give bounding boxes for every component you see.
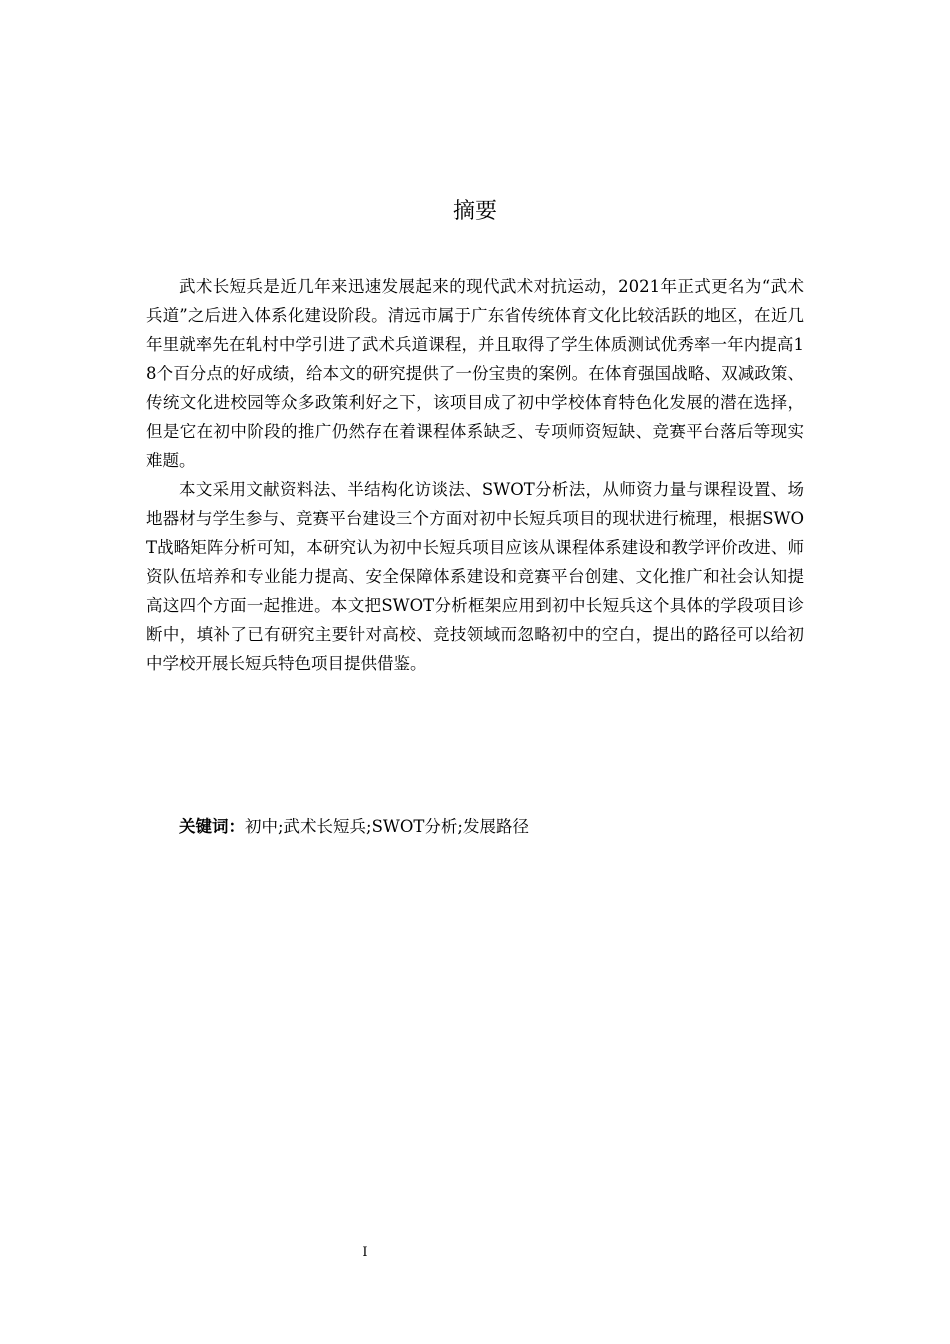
keywords-line [146, 812, 804, 841]
abstract-title: 摘要 [452, 199, 497, 224]
keywords-text: 初中;武术长短兵;SWOT分析;发展路径 [245, 817, 529, 836]
abstract-paragraph-1: 武术长短兵是近几年来迅速发展起来的现代武术对抗运动，2021年正式更名为“武术兵道”之后进入体系化建设阶段。清远市属于广东省传统体育文化比较活跃的地区，在近几年里就率先在轧村中学引进了武术兵道课程，并且取得了学生体质测试优秀率一年内提高18个百分点的好成绩，给本文的研究提供了一份宝贵的案例。在体育强国战略、双减政策、传统文化进校园等众多政策利好之下，该项目成了初中学校体育特色化发展的潜在选择，但是它在初中阶段的推广仍然存在着课程体系缺乏、专项师资短缺、竞赛平台落后等现实难题。 [146, 277, 804, 470]
abstract-paragraph-2: 本文采用文献资料法、半结构化访谈法、SWOT分析法，从师资力量与课程设置、场地器材与学生参与、竞赛平台建设三个方面对初中长短兵项目的现状进行梳理，根据SWOT战略矩阵分析可知，本研究认为初中长短兵项目应该从课程体系建设和教学评价改进、师资队伍培养和专业能力提高、安全保障体系建设和竞赛平台创建、文化推广和社会认知提高这四个方面一起推进。本文把SWOT分析框架应用到初中长短兵这个具体的学段项目诊断中，填补了已有研究主要针对高校、竞技领域而忽略初中的空白，提出的路径可以给初中学校开展长短兵特色项目提供借鉴。 [146, 480, 804, 673]
keywords-label: 关键词： [179, 817, 245, 836]
page-number: I [362, 1245, 368, 1260]
abstract-body [146, 272, 804, 678]
